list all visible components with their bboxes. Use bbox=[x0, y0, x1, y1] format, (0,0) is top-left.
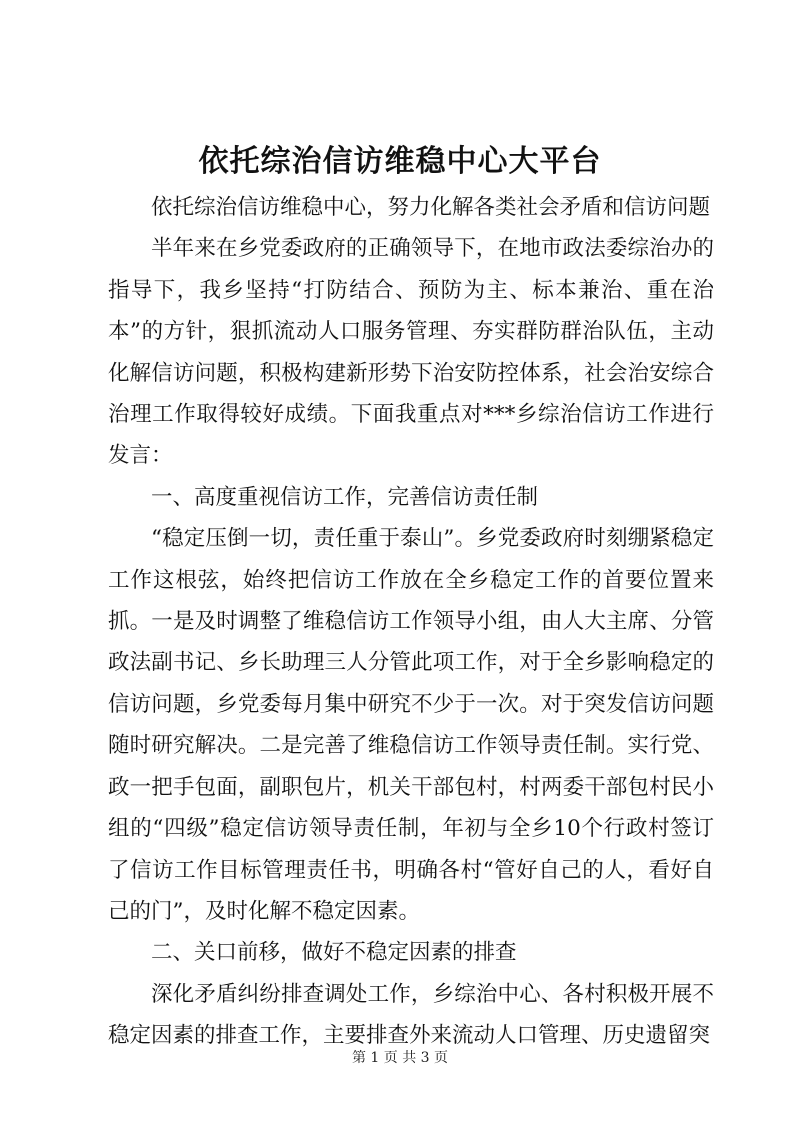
body-paragraph-section-1: “稳定压倒一切，责任重于泰山”。乡党委政府时刻绷紧稳定工作这根弦，始终把信访工作放在全乡稳定工作的首要位置来抓。一是及时调整了维稳信访工作领导小组，由人大主席、分管政法副书记、乡长助理三人分管此项工作，对于全乡影响稳定的信访问题，乡党委每月集中研究不少于一次。对于突发信访问题随时研究解决。二是完善了维稳信访工作领导责任制。实行党、政一把手包面，副职包片，机关干部包村，村两委干部包村民小组的“四级”稳定信访领导责任制，年初与全乡10个行政村签订了信访工作目标管理责任书，明确各村“管好自己的人，看好自己的门”，及时化解不稳定因素。 bbox=[108, 526, 714, 924]
section-heading-2: 二、关口前移，做好不稳定因素的排查 bbox=[151, 940, 517, 966]
body-paragraph-intro: 依托综治信访维稳中心，努力化解各类社会矛盾和信访问题 bbox=[151, 195, 711, 220]
body-paragraph-section-2: 深化矛盾纠纷排查调处工作，乡综治中心、各村积极开展不稳定因素的排查工作，主要排查外来流动人口管理、历史遗留突 bbox=[108, 981, 714, 1049]
document-title: 依托综治信访维稳中心大平台 bbox=[198, 144, 602, 179]
page-number-footer: 第 1 页 共 3 页 bbox=[351, 1050, 449, 1066]
document-body bbox=[108, 187, 714, 1057]
section-heading-1: 一、高度重视信访工作，完善信访责任制 bbox=[151, 484, 539, 510]
body-paragraph-overview: 半年来在乡党委政府的正确领导下，在地市政法委综治办的指导下，我乡坚持“打防结合、预防为主、标本兼治、重在治本”的方针，狠抓流动人口服务管理、夯实群防群治队伍，主动化解信访问题，积极构建新形势下治安防控体系，社会治安综合治理工作取得较好成绩。下面我重点对***乡综治信访工作进行发言： bbox=[108, 236, 714, 469]
